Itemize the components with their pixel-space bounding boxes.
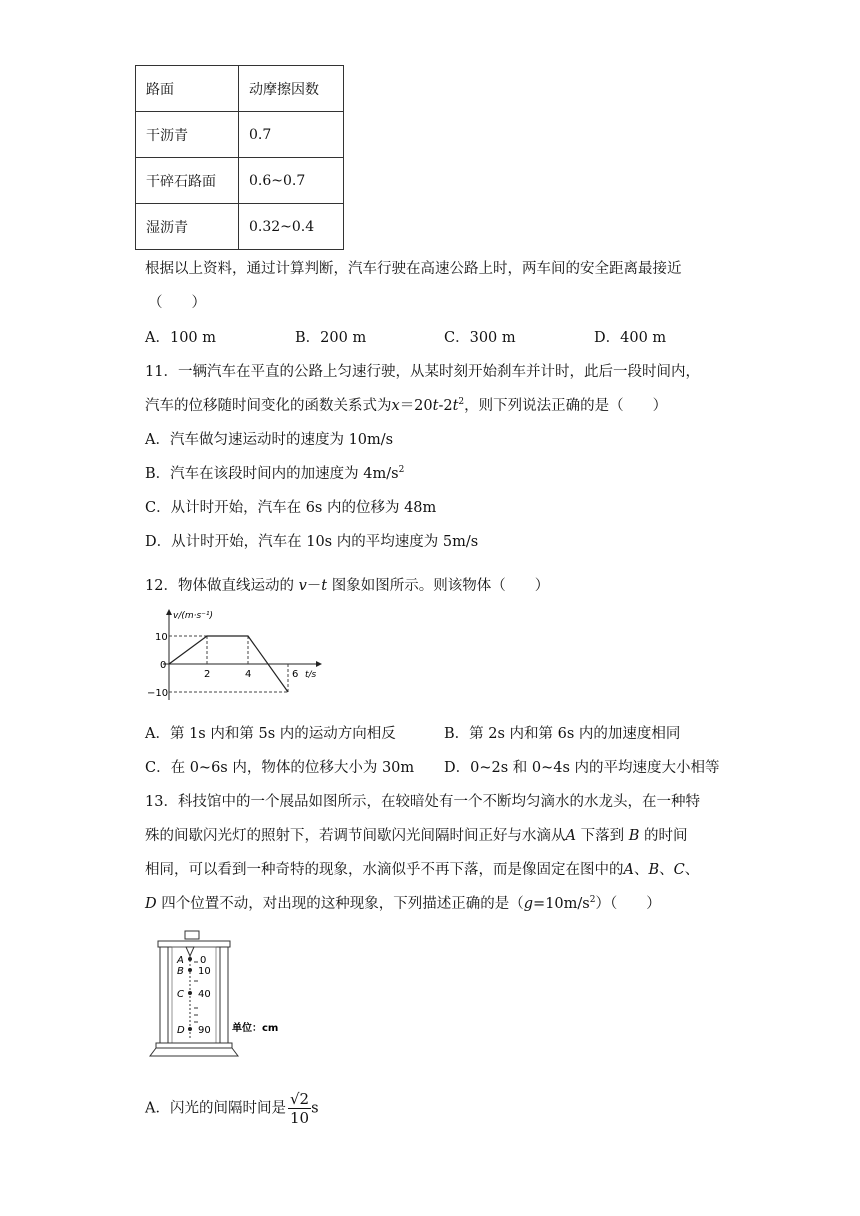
drop-a	[188, 957, 192, 961]
q12-option-a: A．第 1s 内和第 5s 内的运动方向相反	[145, 726, 396, 742]
base-top	[156, 1043, 232, 1048]
x-tick-label: 6	[292, 669, 299, 680]
right-post	[220, 947, 228, 1043]
q13-text: 、	[633, 862, 649, 878]
q12-text: －	[306, 578, 322, 594]
q11-stem-line2	[145, 394, 667, 415]
drop-c	[188, 991, 192, 995]
scale-value: 10	[198, 966, 211, 977]
tap-icon	[185, 931, 199, 939]
scale-value: 90	[198, 1025, 211, 1036]
q11-text: -2	[438, 398, 453, 414]
dripping-tap-apparatus	[148, 928, 348, 1063]
var-C: C	[673, 862, 685, 878]
q13-option-a	[145, 1090, 319, 1127]
q13-text: 下落到	[575, 828, 629, 844]
q12-option-c: C．在 0~6s 内，物体的位移大小为 30m	[145, 760, 415, 776]
var-D: D	[145, 896, 157, 912]
var-B: B	[648, 862, 660, 878]
drop-d	[188, 1027, 192, 1031]
var-g: g	[523, 896, 534, 912]
nozzle-icon	[186, 947, 194, 956]
superscript: 2	[589, 895, 596, 906]
y-axis-label: v/(m·s⁻¹)	[173, 611, 214, 621]
q11-text: ，则下列说法正确的是（ ）	[464, 398, 668, 414]
fraction-numerator: √2	[289, 1090, 310, 1108]
superscript: 2	[458, 397, 465, 408]
table-cell: 干沥青	[136, 112, 239, 158]
unit: s	[311, 1100, 319, 1117]
q10-answer-paren: （ ）	[148, 295, 206, 311]
q11-option-b-text: B．汽车在该段时间内的加速度为 4m/s	[145, 466, 399, 482]
q12-stem	[145, 574, 549, 595]
var-B: B	[628, 828, 640, 844]
superscript: 2	[398, 465, 405, 476]
q13-stem-line1: 13．科技馆中的一个展品如图所示，在较暗处有一个不断均匀滴水的水龙头，在一种特	[145, 794, 700, 810]
var-v: v	[298, 578, 307, 594]
var-A: A	[623, 862, 634, 878]
drop-b	[188, 968, 192, 972]
table-cell: 0.6~0.7	[239, 158, 344, 204]
fraction-denominator: 10	[289, 1109, 310, 1127]
q13-text: =10m/s	[533, 896, 590, 912]
unit-label: 单位：cm	[232, 1023, 279, 1034]
q13-stem-line4	[145, 892, 661, 913]
q13-text: ）（ ）	[595, 896, 661, 912]
q13-text: 殊的间歇闪光灯的照射下，若调节间歇闪光间隔时间正好与水滴从	[145, 828, 566, 844]
var-t: t	[432, 398, 439, 414]
y-tick-label: −10	[147, 688, 169, 699]
q12-text: 图象如图所示。则该物体（ ）	[327, 578, 550, 594]
q12-option-d: D．0~2s 和 0~4s 内的平均速度大小相等	[444, 760, 720, 776]
label-b: B	[177, 966, 184, 977]
left-post	[160, 947, 168, 1043]
q12-option-b: B．第 2s 内和第 6s 内的加速度相同	[444, 726, 681, 742]
q12-text: 12．物体做直线运动的	[145, 578, 299, 594]
label-d: D	[177, 1025, 185, 1036]
q13-option-a-text: A．闪光的间隔时间是	[145, 1100, 286, 1117]
q13-text: 、	[659, 862, 674, 878]
friction-table	[135, 65, 344, 250]
q10-option-d: D．400 m	[594, 330, 667, 346]
table-cell: 0.7	[239, 112, 344, 158]
q11-option-b	[145, 462, 404, 483]
table-row	[136, 158, 344, 204]
scale-value: 0	[200, 955, 207, 966]
table-row	[136, 204, 344, 250]
q13-stem-line3	[145, 858, 699, 879]
y-tick-label: 10	[155, 632, 168, 643]
vt-graph	[145, 604, 335, 704]
q10-stem: 根据以上资料，通过计算判断，汽车行驶在高速公路上时，两车间的安全距离最接近	[145, 261, 682, 277]
x-tick-label: 4	[245, 669, 252, 680]
q13-text: 相同，可以看到一种奇特的现象，水滴似乎不再下落，而是像固定在图中的	[145, 862, 624, 878]
q11-stem-line1: 11．一辆汽车在平直的公路上匀速行驶，从某时刻开始刹车并计时，此后一段时间内，	[145, 364, 700, 380]
q13-stem-line2	[145, 824, 687, 845]
var-t: t	[452, 398, 459, 414]
table-cell: 0.32~0.4	[239, 204, 344, 250]
base-icon	[150, 1048, 238, 1056]
q13-text: 四个位置不动，对出现的这种现象，下列描述正确的是（	[156, 896, 524, 912]
x-tick-label: 2	[204, 669, 211, 680]
q13-text: 的时间	[639, 828, 688, 844]
x-axis-label: t/s	[305, 670, 317, 680]
q11-option-d: D．从计时开始，汽车在 10s 内的平均速度为 5m/s	[145, 534, 479, 550]
q11-text: 汽车的位移随时间变化的函数关系式为	[145, 398, 392, 414]
q13-text: 、	[684, 862, 700, 878]
table-row	[136, 112, 344, 158]
q11-option-c: C．从计时开始，汽车在 6s 内的位移为 48m	[145, 500, 437, 516]
table-cell: 动摩擦因数	[239, 66, 344, 112]
label-c: C	[177, 989, 184, 1000]
table-header-row	[136, 66, 344, 112]
q10-option-a: A．100 m	[145, 330, 217, 346]
crossbar	[158, 941, 230, 947]
y-tick-label: 0	[160, 660, 167, 671]
var-A: A	[565, 828, 576, 844]
fraction	[288, 1090, 311, 1127]
var-t: t	[321, 578, 328, 594]
q10-option-c: C．300 m	[444, 330, 516, 346]
scale-value: 40	[198, 989, 211, 1000]
table-cell: 路面	[136, 66, 239, 112]
q11-option-a: A．汽车做匀速运动时的速度为 10m/s	[145, 432, 394, 448]
table-cell: 干碎石路面	[136, 158, 239, 204]
var-x: x	[391, 398, 400, 414]
q10-option-b: B．200 m	[295, 330, 367, 346]
label-a: A	[177, 955, 184, 966]
q11-text: ＝20	[399, 398, 433, 414]
table-cell: 湿沥青	[136, 204, 239, 250]
